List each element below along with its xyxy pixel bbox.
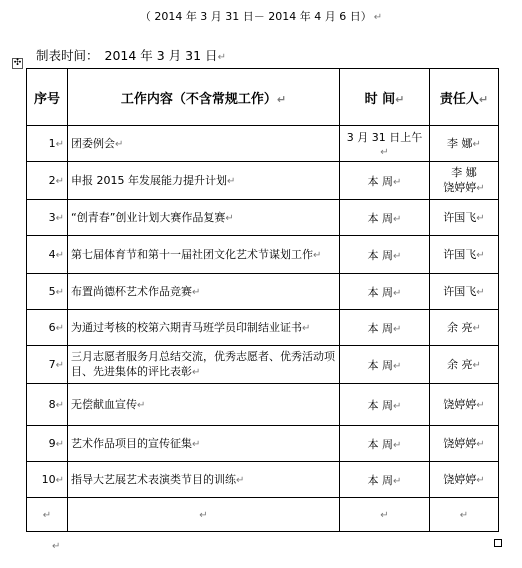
table-move-handle-icon[interactable]: ✣ [13, 58, 22, 68]
row-time: 3 月 31 日上午↵ [340, 126, 430, 162]
created-value: 2014 年 3 月 31 日 [104, 48, 218, 63]
paragraph-mark-icon: ↵ [380, 510, 389, 521]
paragraph-mark-icon: ↵ [55, 287, 64, 298]
paragraph-mark-icon: ↵ [302, 322, 311, 334]
date-range [0, 8, 522, 24]
date-range-text: （ 2014 年 3 月 31 日－ 2014 年 4 月 6 日） [139, 10, 372, 23]
paragraph-mark-icon: ↵ [476, 474, 485, 486]
table-row [27, 162, 499, 200]
row-time: 本 周↵ [340, 274, 430, 310]
header-no: 序号 [27, 69, 68, 126]
header-time: 时 间↵ [340, 69, 430, 126]
paragraph-mark-icon: ↵ [55, 250, 64, 261]
paragraph-mark-icon: ↵ [478, 92, 489, 106]
header-content: 工作内容（不含常规工作）↵ [68, 69, 340, 126]
paragraph-mark-icon: ↵ [192, 367, 201, 378]
paragraph-mark-icon: ↵ [476, 438, 485, 450]
paragraph-mark-icon: ↵ [55, 176, 64, 187]
row-time: 本 周↵ [340, 162, 430, 200]
row-content: 第七届体育节和第十一届社团文化艺术节谋划工作↵ [68, 236, 340, 274]
paragraph-mark-icon: ↵ [42, 510, 52, 521]
paragraph-mark-icon: ↵ [395, 92, 405, 106]
paragraph-mark-icon: ↵ [115, 138, 124, 150]
paragraph-mark-icon: ↵ [476, 249, 485, 261]
paragraph-mark-icon: ↵ [476, 212, 485, 224]
schedule-table [26, 68, 499, 532]
table-row [27, 126, 499, 162]
empty-cell [27, 498, 68, 532]
empty-cell [430, 498, 499, 532]
empty-cell [340, 498, 430, 532]
row-owner: 许国飞↵ [430, 200, 499, 236]
row-owner: 饶婷婷↵ [430, 426, 499, 462]
paragraph-mark-icon: ↵ [55, 400, 64, 411]
empty-cell [68, 498, 340, 532]
paragraph-mark-icon: ↵ [225, 212, 234, 224]
paragraph-mark-icon: ↵ [476, 286, 485, 298]
created-label: 制表时间： [36, 48, 99, 63]
row-content: 为通过考核的校第六期青马班学员印制结业证书↵ [68, 310, 340, 346]
row-content: 团委例会↵ [68, 126, 340, 162]
paragraph-mark-icon: ↵ [236, 474, 245, 486]
table-resize-handle-icon[interactable] [494, 539, 502, 547]
row-owner: 许国飞↵ [430, 236, 499, 274]
row-number: 1↵ [27, 126, 68, 162]
row-content: 无偿献血宣传↵ [68, 384, 340, 426]
paragraph-mark-icon: ↵ [55, 360, 64, 371]
row-time: 本 周↵ [340, 236, 430, 274]
row-number: 9↵ [27, 426, 68, 462]
row-time: 本 周↵ [340, 384, 430, 426]
paragraph-mark-icon: ↵ [476, 399, 485, 411]
paragraph-mark-icon: ↵ [199, 509, 208, 521]
paragraph-mark-icon: ↵ [227, 175, 236, 187]
table-row [27, 346, 499, 384]
created-time [36, 46, 226, 64]
paragraph-mark-icon: ↵ [217, 52, 226, 63]
table-row [27, 200, 499, 236]
paragraph-mark-icon: ↵ [472, 138, 481, 150]
table-row [27, 426, 499, 462]
header-row [27, 69, 499, 126]
paragraph-mark-icon: ↵ [55, 139, 64, 150]
paragraph-mark-icon: ↵ [55, 439, 64, 450]
paragraph-mark-icon: ↵ [393, 475, 402, 487]
table-row [27, 236, 499, 274]
row-number: 8↵ [27, 384, 68, 426]
table-row-empty [27, 498, 499, 532]
row-owner: 许国飞↵ [430, 274, 499, 310]
paragraph-mark-icon: ↵ [373, 12, 383, 23]
row-time: 本 周↵ [340, 462, 430, 498]
row-content: 指导大艺展艺术表演类节目的训练↵ [68, 462, 340, 498]
paragraph-mark-icon: ↵ [276, 92, 287, 106]
paragraph-mark-icon: ↵ [393, 323, 402, 335]
paragraph-mark-icon: ↵ [380, 147, 389, 158]
table-row [27, 462, 499, 498]
row-content: 艺术作品项目的宣传征集↵ [68, 426, 340, 462]
row-number: 5↵ [27, 274, 68, 310]
paragraph-mark-icon: ↵ [192, 438, 201, 450]
paragraph-mark-icon: ↵ [393, 287, 402, 299]
row-time: 本 周↵ [340, 310, 430, 346]
row-number: 2↵ [27, 162, 68, 200]
paragraph-mark-icon: ↵ [52, 541, 61, 552]
paragraph-mark-icon: ↵ [192, 286, 201, 298]
row-content: 申报 2015 年发展能力提升计划↵ [68, 162, 340, 200]
paragraph-mark-icon: ↵ [459, 509, 469, 521]
row-content: “创青春”创业计划大赛作品复赛↵ [68, 200, 340, 236]
row-owner: 饶婷婷↵ [430, 462, 499, 498]
header-owner: 责任人↵ [430, 69, 499, 126]
row-time: 本 周↵ [340, 346, 430, 384]
paragraph-mark-icon: ↵ [137, 399, 146, 411]
row-owner: 李 娜↵ [430, 126, 499, 162]
row-owner: 余 亮↵ [430, 346, 499, 384]
paragraph-mark-icon: ↵ [393, 176, 402, 188]
row-content: 三月志愿者服务月总结交流，优秀志愿者、优秀活动项目、先进集体的评比表彰↵ [68, 346, 340, 384]
paragraph-mark-icon: ↵ [393, 213, 402, 225]
row-number: 3↵ [27, 200, 68, 236]
paragraph-mark-icon: ↵ [55, 475, 64, 486]
paragraph-mark-icon: ↵ [55, 323, 64, 334]
paragraph-mark-icon: ↵ [313, 249, 322, 261]
paragraph-mark-icon: ↵ [55, 213, 64, 224]
paragraph-mark-icon: ↵ [472, 322, 481, 334]
row-content: 布置尚德杯艺术作品竞赛↵ [68, 274, 340, 310]
table-row [27, 310, 499, 346]
row-time: 本 周↵ [340, 200, 430, 236]
table-row [27, 384, 499, 426]
table-row [27, 274, 499, 310]
paragraph-mark-icon: ↵ [393, 360, 402, 372]
paragraph-mark-icon: ↵ [476, 183, 485, 194]
row-number: 7↵ [27, 346, 68, 384]
row-owner: 饶婷婷↵ [430, 384, 499, 426]
paragraph-mark-icon: ↵ [393, 400, 402, 412]
paragraph-mark-icon: ↵ [393, 439, 402, 451]
row-number: 10↵ [27, 462, 68, 498]
row-number: 4↵ [27, 236, 68, 274]
row-owner: 李 娜 饶婷婷↵ [430, 162, 499, 200]
row-number: 6↵ [27, 310, 68, 346]
paragraph-mark-icon: ↵ [472, 359, 481, 371]
row-time: 本 周↵ [340, 426, 430, 462]
row-owner: 余 亮↵ [430, 310, 499, 346]
paragraph-mark-icon: ↵ [393, 250, 402, 262]
